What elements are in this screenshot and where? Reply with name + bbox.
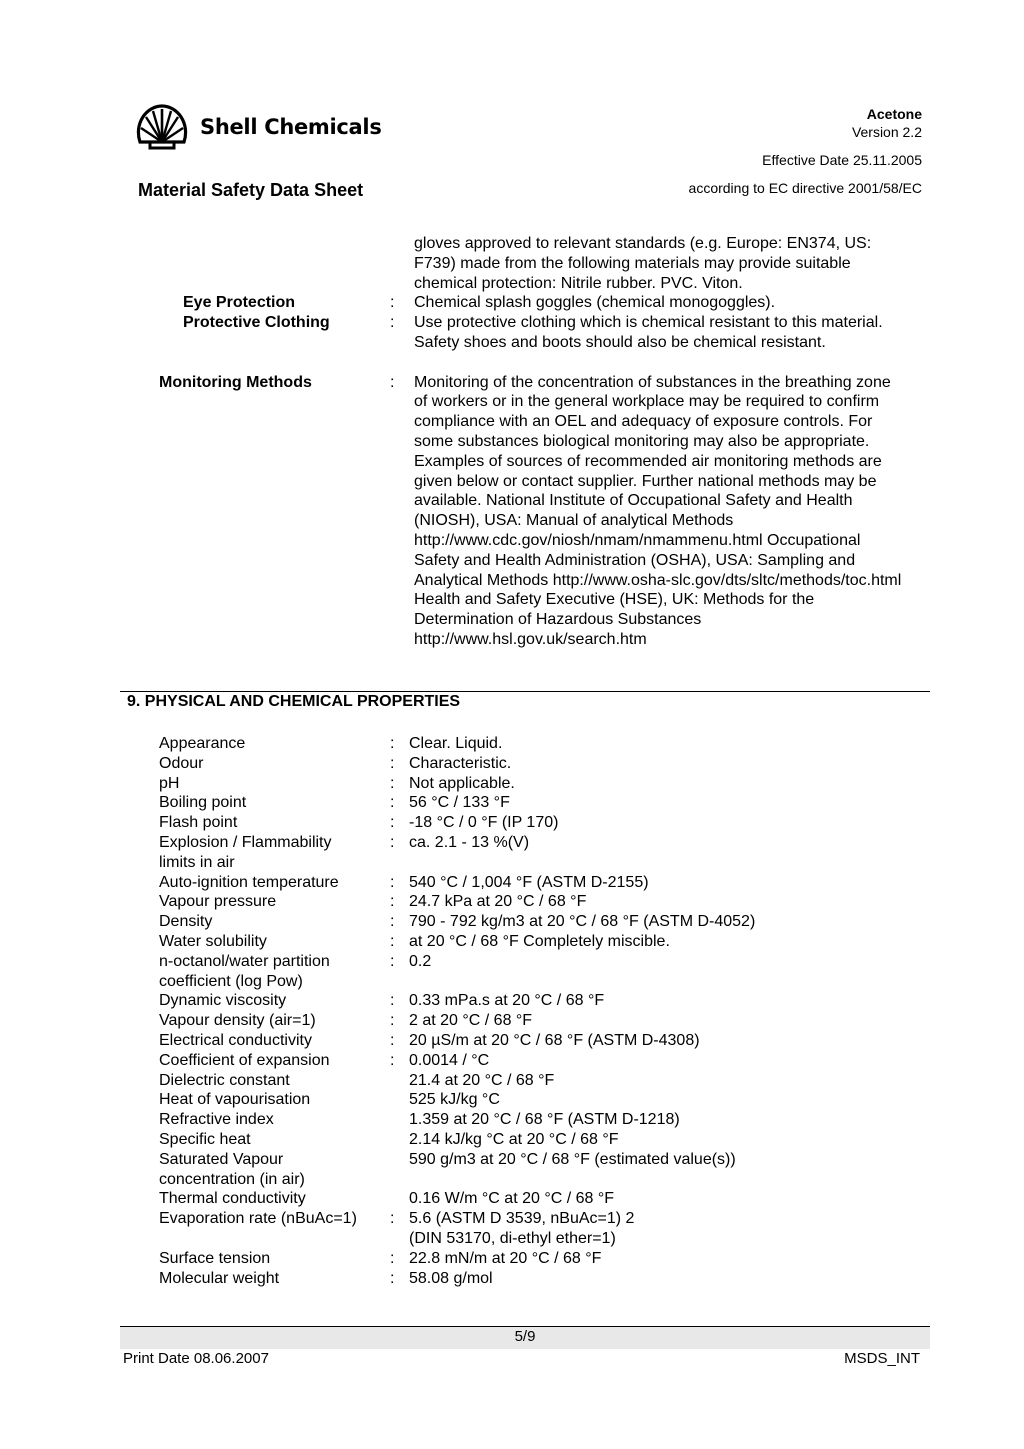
property-label: Electrical conductivity: [159, 1032, 312, 1049]
product-name: Acetone: [866, 106, 922, 122]
property-label: Saturated Vapour concentration (in air): [159, 1150, 305, 1188]
properties-table: [0, 734, 1024, 1294]
property-label: Dynamic viscosity: [159, 992, 287, 1010]
property-label: Density: [159, 913, 213, 931]
property-value: Clear. Liquid.: [409, 735, 503, 752]
property-label: Evaporation rate (nBuAc=1): [159, 1210, 357, 1228]
colon: :: [390, 814, 395, 832]
property-value: 24.7 kPa at 20 °C / 68 °F: [409, 893, 587, 911]
property-value: 540 °C / 1,004 °F (ASTM D-2155): [409, 873, 649, 891]
colon: :: [390, 992, 395, 1010]
exposure-controls-continued: [0, 234, 1024, 674]
property-label: Water solubility: [159, 933, 267, 950]
eye-protection-value: Chemical splash goggles (chemical monogoggles).: [414, 294, 776, 312]
colon: :: [390, 794, 395, 812]
property-value: 2.14 kJ/kg °C at 20 °C / 68 °F: [409, 1131, 619, 1148]
property-value: 0.0014 / °C: [409, 1051, 490, 1069]
property-label: Dielectric constant: [159, 1071, 290, 1089]
colon: :: [390, 314, 395, 332]
property-value: 21.4 at 20 °C / 68 °F: [409, 1071, 555, 1089]
colon: :: [390, 893, 395, 911]
property-label: Appearance: [159, 735, 246, 752]
property-value: at 20 °C / 68 °F Completely miscible.: [409, 933, 670, 950]
property-value: 20 µS/m at 20 °C / 68 °F (ASTM D-4308): [409, 1032, 700, 1049]
property-label: Molecular weight: [159, 1269, 280, 1287]
page-number: 5/9: [514, 1328, 536, 1345]
property-label: Explosion / Flammability limits in air: [159, 834, 332, 871]
brand-name: Shell Chemicals: [200, 115, 382, 139]
property-value: ca. 2.1 - 13 %(V): [409, 834, 530, 851]
property-label: Thermal conductivity: [159, 1190, 306, 1208]
property-value: 525 kJ/kg °C: [409, 1091, 500, 1109]
colon: :: [390, 1012, 395, 1030]
protective-clothing-label: Protective Clothing: [183, 314, 330, 332]
colon: :: [390, 735, 395, 752]
section-divider: [120, 691, 930, 692]
monitoring-methods-label: Monitoring Methods: [159, 373, 312, 391]
effective-date: Effective Date 25.11.2005: [762, 152, 922, 168]
property-value: 590 g/m3 at 20 °C / 68 °F (estimated value(s)): [409, 1150, 736, 1168]
property-value: 56 °C / 133 °F: [409, 794, 510, 812]
version: Version 2.2: [851, 124, 922, 140]
property-value: 22.8 mN/m at 20 °C / 68 °F: [409, 1249, 602, 1267]
property-value: Characteristic.: [409, 754, 512, 772]
colon: :: [390, 1051, 395, 1069]
property-label: Auto-ignition temperature: [159, 873, 339, 891]
shell-pecten-icon: [136, 104, 188, 150]
property-label: Odour: [159, 754, 204, 772]
property-value: 0.2: [409, 952, 432, 970]
colon: :: [390, 754, 395, 772]
colon: :: [390, 952, 395, 970]
colon: :: [390, 774, 395, 792]
property-label: Heat of vapourisation: [159, 1091, 311, 1109]
property-value: 0.33 mPa.s at 20 °C / 68 °F: [409, 992, 605, 1010]
property-value: 58.08 g/mol: [409, 1269, 493, 1287]
property-label: Refractive index: [159, 1111, 274, 1129]
property-value: 2 at 20 °C / 68 °F: [409, 1012, 533, 1030]
property-label: Flash point: [159, 814, 238, 832]
property-value: 5.6 (ASTM D 3539, nBuAc=1) 2 (DIN 53170, di-ethyl ether=1): [409, 1210, 635, 1247]
colon: :: [390, 294, 395, 312]
property-label: n-octanol/water partition coefficient (log Pow): [159, 952, 330, 990]
shell-chemicals-logo: [136, 104, 382, 150]
colon: :: [390, 913, 395, 931]
colon: :: [390, 373, 395, 391]
colon: :: [390, 933, 395, 950]
print-date: Print Date 08.06.2007: [123, 1350, 269, 1367]
monitoring-methods-value: Monitoring of the concentration of substances in the breathing zone of workers or in the general workplace may be required to confirm compliance with an OEL and adequacy of exposure controls. For some substances biological monitoring may also be appropriate. Examples of sources of recommended air monitoring methods are given below or contact supplier. Further national methods may be available. National Institute of Occupational Safety and Health (NIOSH), USA: Manual of analytical Methods http://www.cdc.gov/niosh/nmam/nmammenu.html Occupational Safety and Health Administration (OSHA), USA: Sampling and Analytical Methods http://www.osha-slc.gov/dts/sltc/methods/toc.html Health and Safety Executive (HSE), UK: Methods for the Determination of Hazardous Substances http://www.hsl.gov.uk/search.htm: [414, 373, 902, 648]
colon: :: [390, 1249, 395, 1267]
property-value: 1.359 at 20 °C / 68 °F (ASTM D-1218): [409, 1111, 680, 1129]
directive: according to EC directive 2001/58/EC: [688, 180, 922, 196]
msds-code: MSDS_INT: [844, 1350, 920, 1367]
property-label: Boiling point: [159, 794, 247, 812]
eye-protection-label: Eye Protection: [183, 294, 296, 312]
property-label: Vapour pressure: [159, 893, 277, 911]
property-label: Specific heat: [159, 1131, 251, 1148]
property-label: pH: [159, 774, 180, 792]
colon: :: [390, 873, 395, 891]
protective-clothing-value: Use protective clothing which is chemical resistant to this material. Safety shoes and boots should also be chemical resistant.: [414, 314, 883, 351]
colon: :: [390, 1032, 395, 1049]
colon: :: [390, 1210, 395, 1228]
property-value: 790 - 792 kg/m3 at 20 °C / 68 °F (ASTM D-4052): [409, 913, 756, 931]
property-value: -18 °C / 0 °F (IP 170): [409, 814, 559, 832]
property-value: 0.16 W/m °C at 20 °C / 68 °F: [409, 1190, 615, 1208]
property-value: Not applicable.: [409, 774, 515, 792]
gloves-text: gloves approved to relevant standards (e.g. Europe: EN374, US: F739) made from the following materials may provide suitable chemical protection: Nitrile rubber. PVC. Viton.: [414, 235, 872, 292]
property-label: Coefficient of expansion: [159, 1051, 330, 1069]
section-9-title: 9. PHYSICAL AND CHEMICAL PROPERTIES: [127, 693, 461, 710]
document-title: Material Safety Data Sheet: [138, 180, 364, 200]
colon: :: [390, 1269, 395, 1287]
property-label: Vapour density (air=1): [159, 1012, 316, 1030]
property-label: Surface tension: [159, 1249, 271, 1267]
colon: :: [390, 834, 395, 851]
